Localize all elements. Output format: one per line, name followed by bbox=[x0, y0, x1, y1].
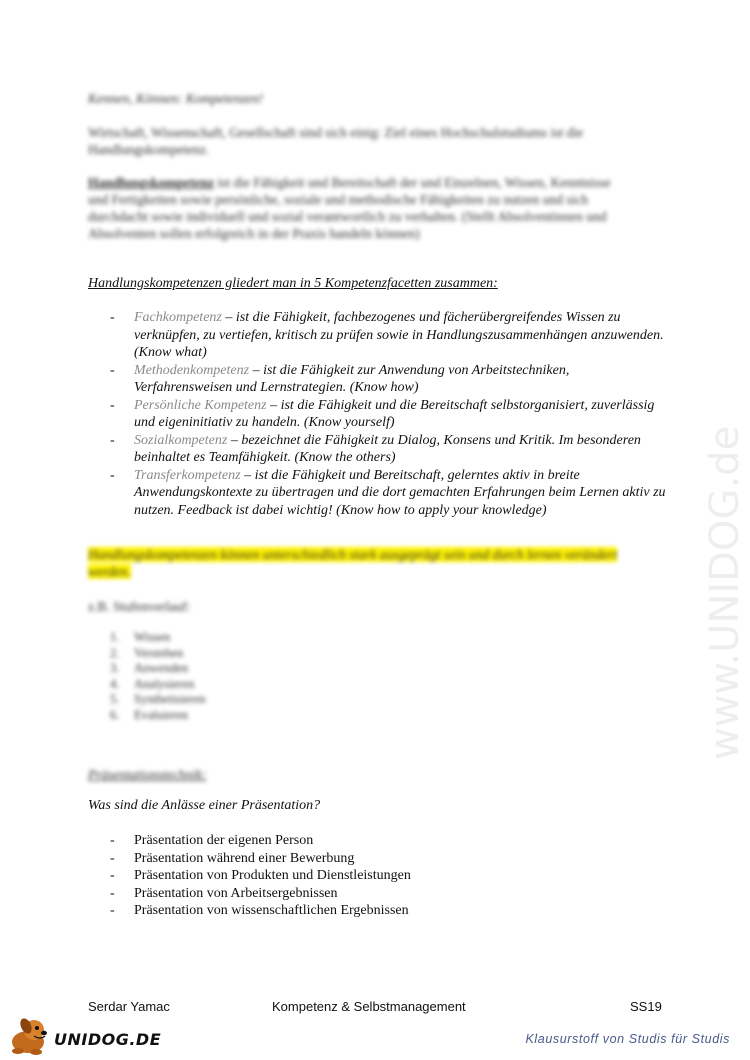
occasions-list bbox=[110, 832, 610, 920]
blurred-definition-term: Handlungskompetenz bbox=[88, 175, 215, 190]
facets-list bbox=[110, 309, 670, 519]
facets-heading: Handlungskompetenzen gliedert man in 5 Kompetenzfacetten zusammen: bbox=[88, 276, 498, 291]
section-title: Präsentationstechnik: bbox=[88, 767, 207, 782]
levels-list bbox=[110, 630, 410, 723]
facet-item bbox=[110, 397, 670, 432]
watermark: www.UNIDOG.de bbox=[702, 425, 748, 760]
level-item: 1. Wissen bbox=[110, 630, 171, 644]
occasion-text: Präsentation während einer Bewerbung bbox=[134, 850, 355, 866]
highlighted-note bbox=[88, 546, 628, 580]
dash-bullet: - bbox=[110, 850, 115, 866]
dash-bullet: - bbox=[110, 310, 115, 325]
facet-item bbox=[110, 309, 670, 362]
level-item: 4. Analysieren bbox=[110, 676, 195, 691]
facet-name: Sozialkompetenz bbox=[134, 432, 228, 448]
footer-author: Serdar Yamac bbox=[88, 999, 170, 1014]
footer-course: Kompetenz & Selbstmanagement bbox=[272, 999, 466, 1014]
facet-text: – ist die Fähigkeit, fachbezogenes und fächerübergreifendes Wissen zu verknüpfen, zu vertiefen, kritisch zu prüfen sowie in Handlungszusammenhängen anzuwenden. (Know what) bbox=[134, 310, 664, 360]
facet-item bbox=[110, 362, 670, 397]
facet-name: Persönliche Kompetenz bbox=[134, 397, 267, 413]
dash-bullet: - bbox=[110, 467, 115, 483]
facet-text: – bezeichnet die Fähigkeit zu Dialog, Konsens und Kritik. Im besonderen beinhaltet es Teamfähigkeit. (Know the others) bbox=[134, 432, 641, 465]
occasion-item bbox=[110, 885, 610, 903]
dash-bullet: - bbox=[110, 432, 115, 448]
footer-semester: SS19 bbox=[630, 999, 662, 1014]
facet-name: Transferkompetenz bbox=[134, 467, 241, 483]
occasion-item bbox=[110, 902, 610, 920]
example-label: z.B. Stufenverlauf: bbox=[88, 599, 191, 614]
occasion-item bbox=[110, 850, 610, 868]
unidog-logo[interactable] bbox=[4, 1016, 162, 1054]
dash-bullet: - bbox=[110, 868, 115, 883]
blurred-title: Kennen, Können: Kompetenzen! bbox=[88, 91, 264, 106]
occasion-item bbox=[110, 867, 610, 885]
facet-text: – ist die Fähigkeit zur Anwendung von Arbeitstechniken, Verfahrensweisen und Lernstrategien. (Know how) bbox=[134, 362, 570, 395]
level-item: 5. Synthetisieren bbox=[110, 692, 206, 706]
level-item: 2. Verstehen bbox=[110, 645, 184, 660]
level-item: 3. Anwenden bbox=[110, 661, 189, 675]
dog-icon bbox=[4, 1016, 54, 1056]
blurred-definition bbox=[88, 174, 628, 242]
dash-bullet: - bbox=[110, 362, 115, 378]
question-heading: Was sind die Anlässe einer Präsentation? bbox=[88, 798, 321, 813]
facet-item bbox=[110, 467, 670, 520]
occasion-text: Präsentation von wissenschaftlichen Ergebnissen bbox=[134, 903, 409, 918]
occasion-text: Präsentation von Arbeitsergebnissen bbox=[134, 885, 338, 901]
dash-bullet: - bbox=[110, 833, 115, 848]
blurred-definition-text: ist die Fähigkeit und Bereitschaft der und Einzelnen, Wissen, Kenntnisse und Fertigkeiten sowie persönliche, soziale und methodische Fähigkeiten zu nutzen und sich durchdacht sowie individuell und sozial verantwortlich zu verhalten. (Stellt Absolventinnen und Absolventen sollen erfolgreich in der Praxis handeln können) bbox=[88, 175, 611, 241]
facet-text: – ist die Fähigkeit und Bereitschaft, gelerntes aktiv in breite Anwendungskontexte zu übertragen und die dort gemachten Erfahrungen beim Lernen aktiv zu nutzen. Feedback ist dabei wichtig! (Know how to apply your knowledge) bbox=[134, 467, 666, 518]
facet-text: – ist die Fähigkeit und die Bereitschaft selbstorganisiert, zuverlässig und eigeninitiativ zu handeln. (Know yourself) bbox=[134, 397, 655, 430]
highlighted-note-text: Handlungskompetenzen können unterschiedlich stark ausgeprägt sein und durch lernen verändert werden. bbox=[88, 547, 618, 579]
level-item: 6. Evaluieren bbox=[110, 707, 189, 722]
facet-item bbox=[110, 432, 670, 467]
dash-bullet: - bbox=[110, 885, 115, 901]
facet-name: Fachkompetenz bbox=[134, 310, 222, 325]
dash-bullet: - bbox=[110, 397, 115, 413]
occasion-text: Präsentation der eigenen Person bbox=[134, 833, 314, 848]
logo-text: UNIDOG.DE bbox=[54, 1030, 162, 1049]
facet-name: Methodenkompetenz bbox=[134, 362, 250, 378]
dash-bullet: - bbox=[110, 903, 115, 918]
occasion-item bbox=[110, 832, 610, 850]
blurred-intro: Wirtschaft, Wissenschaft, Gesellschaft sind sich einig: Ziel eines Hochschulstudiums ist die Handlungskompetenz. bbox=[88, 125, 584, 157]
tagline: Klausurstoff von Studis für Studis bbox=[525, 1032, 730, 1046]
occasion-text: Präsentation von Produkten und Dienstleistungen bbox=[134, 868, 411, 883]
